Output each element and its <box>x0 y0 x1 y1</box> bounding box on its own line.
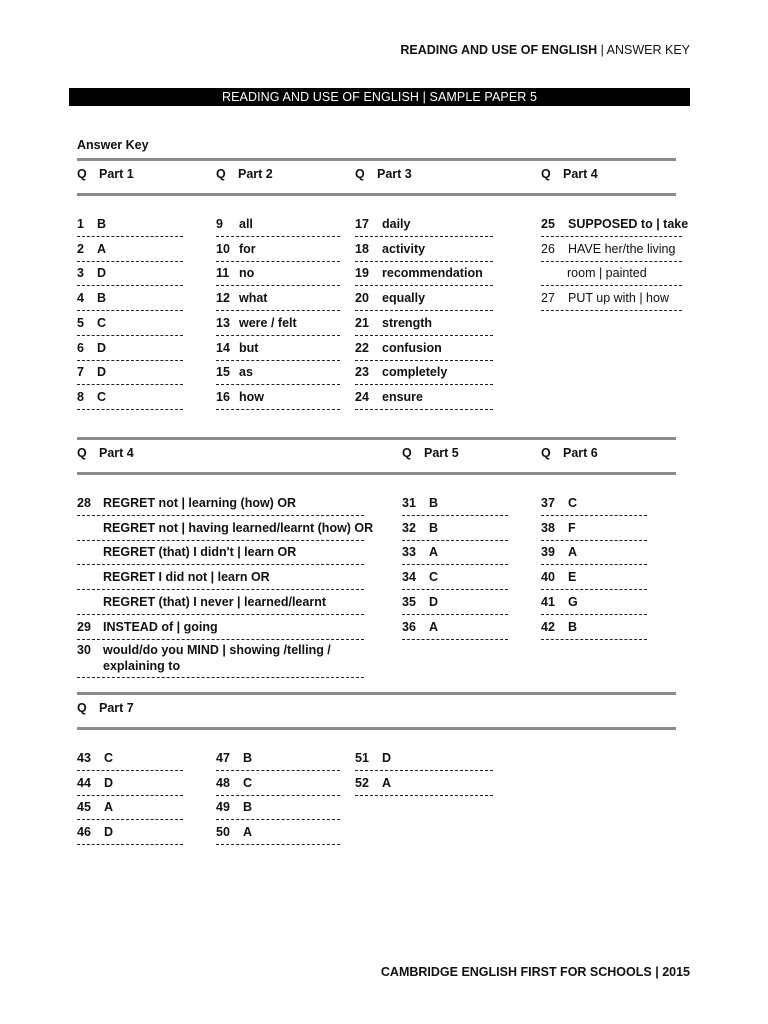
column-header-part4 <box>541 167 598 181</box>
part-label: Part 2 <box>238 167 273 181</box>
question-number: 13 <box>216 315 230 330</box>
answer-row <box>355 240 493 262</box>
answer-row <box>77 618 364 640</box>
part-label: Part 7 <box>99 701 134 715</box>
answer-text: would/do you MIND | showing /telling / explaining to <box>103 643 331 674</box>
answer-text: B <box>97 291 107 306</box>
answer-row <box>541 215 689 237</box>
question-number: 48 <box>216 775 230 790</box>
answer-row <box>216 289 340 311</box>
answer-row <box>77 543 364 565</box>
question-column-label: Q <box>77 167 87 181</box>
question-number: 1 <box>77 217 84 231</box>
question-number: 51 <box>355 751 369 765</box>
column-header-part2 <box>216 167 273 181</box>
question-number: 52 <box>355 775 369 790</box>
answer-text: B <box>97 217 107 231</box>
question-number: 16 <box>216 389 230 404</box>
answer-row <box>541 494 647 516</box>
answer-row <box>355 339 493 361</box>
question-number: 38 <box>541 520 555 535</box>
question-number: 42 <box>541 619 555 634</box>
answer-text: C <box>97 389 107 404</box>
answer-text: A <box>104 800 114 815</box>
question-number: 7 <box>77 365 84 380</box>
answer-text: PUT up with | how <box>568 291 669 306</box>
page-footer <box>381 965 690 979</box>
question-number: 50 <box>216 825 230 840</box>
answer-row <box>216 314 340 336</box>
answer-text: B <box>568 619 578 634</box>
question-number: 27 <box>541 291 555 306</box>
answer-text: as <box>239 365 253 380</box>
answer-row <box>355 289 493 311</box>
answer-text: A <box>382 775 392 790</box>
part-label: Part 3 <box>377 167 412 181</box>
answer-text: A <box>568 545 578 560</box>
question-number: 18 <box>355 241 369 256</box>
question-number: 10 <box>216 241 230 256</box>
question-number: 8 <box>77 389 84 404</box>
question-number: 4 <box>77 291 84 306</box>
answer-text: D <box>382 751 392 765</box>
answer-row <box>77 388 183 410</box>
part-label: Part 1 <box>99 167 134 181</box>
answer-text: what <box>239 291 268 306</box>
question-number: 2 <box>77 241 84 256</box>
page-header <box>400 43 690 57</box>
answer-row <box>541 543 647 565</box>
answer-text: A <box>429 545 439 560</box>
column-header-part5 <box>402 446 459 460</box>
question-column-label: Q <box>216 167 226 181</box>
question-number: 19 <box>355 266 369 281</box>
answer-row <box>77 215 183 237</box>
answer-text: C <box>568 496 578 510</box>
answer-text: for <box>239 241 256 256</box>
answer-text: HAVE her/the living <box>568 241 676 256</box>
answer-text: but <box>239 340 259 355</box>
answer-key-label: Answer Key <box>77 138 149 152</box>
answer-row <box>77 363 183 385</box>
answer-text: confusion <box>382 340 442 355</box>
answer-text: room | painted <box>567 266 647 281</box>
question-column-label: Q <box>355 167 365 181</box>
answer-text: D <box>104 775 114 790</box>
answer-row <box>77 774 183 796</box>
column-header-part3 <box>355 167 412 181</box>
answer-text: completely <box>382 365 448 380</box>
answer-text: recommendation <box>382 266 483 281</box>
question-number: 3 <box>77 266 84 281</box>
header-subtitle: ANSWER KEY <box>606 43 690 57</box>
answer-row <box>216 240 340 262</box>
answer-text: D <box>97 365 107 380</box>
answer-row <box>216 774 340 796</box>
answer-row <box>216 363 340 385</box>
answer-row <box>77 593 364 615</box>
answer-row <box>77 240 183 262</box>
answer-text: D <box>429 594 439 609</box>
answer-row <box>402 494 508 516</box>
answer-row <box>355 314 493 336</box>
question-number: 31 <box>402 496 416 510</box>
answer-text: D <box>97 266 107 281</box>
footer-year: 2015 <box>662 965 690 979</box>
question-number: 39 <box>541 545 555 560</box>
answer-text: INSTEAD of | going <box>103 619 218 634</box>
answer-row <box>355 215 493 237</box>
question-number: 24 <box>355 389 369 404</box>
answer-text: all <box>239 217 253 231</box>
part-label: Part 6 <box>563 446 598 460</box>
question-number: 15 <box>216 365 230 380</box>
footer-separator: | <box>651 965 663 979</box>
question-number: 49 <box>216 800 230 815</box>
question-number: 25 <box>541 217 555 231</box>
question-number: 44 <box>77 775 91 790</box>
answer-text: were / felt <box>239 315 297 330</box>
column-header-part6 <box>541 446 598 460</box>
question-column-label: Q <box>541 167 551 181</box>
answer-row <box>541 519 647 541</box>
header-title: READING AND USE OF ENGLISH <box>400 43 598 57</box>
answer-row <box>541 240 682 262</box>
answer-row <box>402 593 508 615</box>
question-number: 47 <box>216 751 230 765</box>
answer-row <box>216 823 340 845</box>
section-rule <box>77 692 676 695</box>
answer-text: C <box>429 570 439 585</box>
answer-text: C <box>104 751 114 765</box>
question-number: 46 <box>77 825 91 840</box>
section-rule <box>77 193 676 196</box>
answer-text: C <box>97 315 107 330</box>
part-label: Part 5 <box>424 446 459 460</box>
header-separator: | <box>597 43 607 57</box>
answer-text: A <box>429 619 439 634</box>
answer-text: G <box>568 594 578 609</box>
question-number: 43 <box>77 751 91 765</box>
answer-row <box>77 823 183 845</box>
answer-row <box>355 264 493 286</box>
section-rule <box>77 727 676 730</box>
question-number: 20 <box>355 291 369 306</box>
footer-title: CAMBRIDGE ENGLISH FIRST FOR SCHOOLS <box>380 965 652 979</box>
answer-text: C <box>243 775 253 790</box>
question-number: 26 <box>541 241 555 256</box>
column-header-part4b <box>77 446 134 460</box>
answer-text: how <box>239 389 264 404</box>
answer-row <box>77 519 374 541</box>
answer-text: D <box>104 825 114 840</box>
question-number: 5 <box>77 315 84 330</box>
answer-text: ensure <box>382 389 423 404</box>
answer-text: F <box>568 520 576 535</box>
question-column-label: Q <box>541 446 551 460</box>
answer-text: B <box>429 520 439 535</box>
answer-text: strength <box>382 315 432 330</box>
answer-text: equally <box>382 291 426 306</box>
part-label: Part 4 <box>99 446 134 460</box>
question-number: 29 <box>77 619 91 634</box>
answer-row <box>541 289 682 311</box>
answer-text: B <box>243 751 253 765</box>
answer-row <box>541 593 647 615</box>
answer-row <box>355 749 493 771</box>
answer-text: no <box>239 266 255 281</box>
question-column-label: Q <box>77 446 87 460</box>
question-number: 34 <box>402 570 416 585</box>
answer-row <box>402 519 508 541</box>
answer-row <box>402 618 508 640</box>
section-rule <box>77 158 676 161</box>
answer-row <box>355 363 493 385</box>
question-number: 28 <box>77 496 91 510</box>
answer-row <box>77 314 183 336</box>
answer-text: SUPPOSED to | take <box>568 217 689 231</box>
answer-text: A <box>243 825 253 840</box>
column-header-part1 <box>77 167 134 181</box>
answer-row <box>541 264 682 286</box>
question-number: 21 <box>355 315 369 330</box>
question-column-label: Q <box>402 446 412 460</box>
section-rule <box>77 472 676 475</box>
section-rule <box>77 437 676 440</box>
answer-text: daily <box>382 217 411 231</box>
question-number: 12 <box>216 291 230 306</box>
question-number: 32 <box>402 520 416 535</box>
question-number: 45 <box>77 800 91 815</box>
question-number: 22 <box>355 340 369 355</box>
answer-row <box>216 339 340 361</box>
answer-row <box>77 749 183 771</box>
question-number: 9 <box>216 217 223 231</box>
question-number: 17 <box>355 217 369 231</box>
answer-row <box>77 264 183 286</box>
question-number: 33 <box>402 545 416 560</box>
question-number: 23 <box>355 365 369 380</box>
answer-text: REGRET not | learning (how) OR <box>103 496 297 510</box>
answer-text: REGRET I did not | learn OR <box>103 570 270 585</box>
question-number: 41 <box>541 594 555 609</box>
question-number: 11 <box>216 266 230 281</box>
answer-row <box>402 568 508 590</box>
answer-row <box>77 798 183 820</box>
answer-row <box>77 642 364 678</box>
section-banner: READING AND USE OF ENGLISH | SAMPLE PAPER 5 <box>69 88 690 106</box>
question-number: 35 <box>402 594 416 609</box>
question-number: 40 <box>541 570 555 585</box>
answer-text: REGRET (that) I didn't | learn OR <box>103 545 297 560</box>
answer-row <box>77 339 183 361</box>
answer-text: REGRET (that) I never | learned/learnt <box>103 594 326 609</box>
answer-row <box>541 618 647 640</box>
answer-row <box>355 388 493 410</box>
answer-text: B <box>429 496 439 510</box>
answer-text: E <box>568 570 577 585</box>
answer-text: A <box>97 241 107 256</box>
answer-row <box>355 774 493 796</box>
answer-row <box>216 749 340 771</box>
part-label: Part 4 <box>563 167 598 181</box>
answer-row <box>77 494 364 516</box>
question-number: 37 <box>541 496 555 510</box>
question-number: 6 <box>77 340 84 355</box>
question-number: 36 <box>402 619 416 634</box>
answer-row <box>216 388 340 410</box>
question-number: 30 <box>77 643 91 658</box>
answer-row <box>77 289 183 311</box>
answer-row <box>216 215 340 237</box>
answer-row <box>216 798 340 820</box>
answer-text: REGRET not | having learned/learnt (how) OR <box>103 520 374 535</box>
answer-row <box>216 264 340 286</box>
answer-text: B <box>243 800 253 815</box>
answer-row <box>402 543 508 565</box>
answer-row <box>541 568 647 590</box>
question-number: 14 <box>216 340 230 355</box>
column-header-part7 <box>77 701 134 715</box>
answer-text: activity <box>382 241 426 256</box>
answer-text: D <box>97 340 107 355</box>
question-column-label: Q <box>77 701 87 715</box>
answer-row <box>77 568 364 590</box>
